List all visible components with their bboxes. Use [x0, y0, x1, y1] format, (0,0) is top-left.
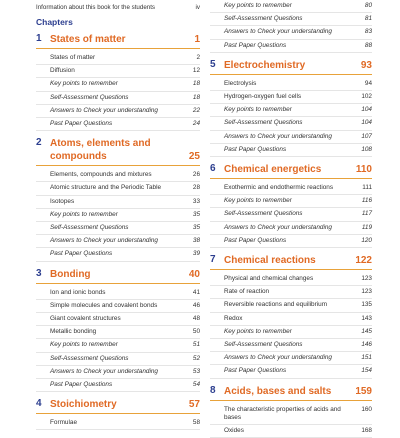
entry-page: 104 [361, 106, 372, 114]
entry-page: 33 [192, 197, 200, 205]
entry-title: Past Paper Questions [50, 250, 113, 258]
chapter-heading[interactable] [210, 163, 372, 179]
entry-title: The characteristic properties of acids and bases [224, 405, 341, 421]
entry-title: Diffusion [50, 67, 75, 75]
chapter-number: 3 [36, 267, 42, 279]
entry-page: 46 [192, 301, 200, 309]
entry-page: 35 [192, 210, 200, 218]
entry-page: 119 [361, 223, 372, 231]
chapter-section [210, 163, 372, 248]
toc-entry[interactable] [210, 313, 372, 326]
toc-entry[interactable] [210, 144, 372, 157]
entry-page: 104 [361, 119, 372, 127]
entry-page: 26 [192, 171, 200, 179]
entry-title: Metallic bonding [50, 328, 97, 336]
entry-page: 111 [362, 184, 372, 192]
chapter-heading[interactable] [36, 137, 200, 166]
entry-page: 18 [192, 93, 200, 101]
toc-entry[interactable] [36, 196, 200, 209]
entry-page: 39 [192, 250, 200, 258]
entry-title: Key points to remember [224, 327, 292, 335]
chapters-heading: Chapters [36, 17, 73, 27]
entry-title: Giant covalent structures [50, 315, 121, 323]
entry-page: 117 [361, 210, 372, 218]
entry-page: 102 [361, 93, 372, 101]
entry-page: 120 [361, 236, 372, 244]
toc-entry[interactable] [36, 65, 200, 78]
toc-entry[interactable] [36, 105, 200, 118]
entry-page: 151 [361, 354, 372, 362]
toc-entry[interactable] [210, 326, 372, 339]
toc-entry[interactable] [210, 339, 372, 352]
entry-title: Answers to Check your understanding [50, 106, 158, 114]
toc-entry[interactable] [36, 366, 200, 379]
chapter-title: Chemical energetics [224, 164, 322, 176]
chapter-title: Electrochemistry [224, 59, 306, 71]
entry-page: 116 [361, 197, 372, 205]
entry-title: Self-Assessment Questions [224, 15, 303, 23]
toc-entry[interactable] [36, 248, 200, 261]
toc-entry[interactable] [36, 300, 200, 313]
right-column [210, 0, 372, 438]
toc-entry[interactable] [210, 78, 372, 91]
entry-title: Self-Assessment Questions [50, 93, 129, 101]
entry-page: 38 [192, 237, 200, 245]
entry-title: Key points to remember [224, 2, 292, 9]
chapter-title: Stoichiometry [50, 399, 117, 411]
toc-entry[interactable] [210, 208, 372, 221]
chapter-page: 159 [355, 385, 372, 397]
entry-title: Past Paper Questions [50, 381, 113, 389]
entry-page: 146 [361, 341, 372, 349]
entry-title: States of matter [50, 54, 96, 61]
entry-page: 94 [364, 79, 372, 87]
left-column [36, 27, 200, 430]
entry-title: Oxides [224, 427, 244, 435]
chapter-number: 1 [36, 33, 42, 44]
intro-line[interactable] [36, 4, 200, 11]
chapter-section [210, 254, 372, 379]
toc-entry[interactable] [36, 92, 200, 105]
chapter-section [210, 59, 372, 157]
entry-title: Answers to Check your understanding [224, 223, 332, 231]
entry-title: Answers to Check your understanding [50, 367, 158, 375]
toc-entry[interactable] [210, 0, 372, 13]
entry-page: 54 [192, 381, 200, 389]
toc-entry[interactable] [210, 365, 372, 378]
entry-page: 48 [192, 315, 200, 323]
entry-page: 35 [192, 224, 200, 232]
toc-entry[interactable] [36, 287, 200, 300]
entry-page: 41 [192, 288, 200, 296]
toc-entry[interactable] [210, 425, 372, 438]
toc-entry[interactable] [210, 117, 372, 130]
toc-entry[interactable] [210, 182, 372, 195]
toc-entry[interactable] [210, 104, 372, 117]
toc-entry[interactable] [36, 353, 200, 366]
entry-page: 107 [361, 132, 372, 140]
chapter-page: 25 [188, 151, 200, 163]
entry-title: Self-Assessment Questions [224, 341, 303, 349]
entry-title: Self-Assessment Questions [50, 224, 129, 232]
chapter-heading[interactable] [210, 254, 372, 270]
chapter-page: 122 [355, 255, 372, 267]
entry-page: 18 [192, 80, 200, 88]
entry-title: Past Paper Questions [224, 236, 287, 244]
toc-entry[interactable] [36, 326, 200, 339]
entry-page: 22 [192, 106, 200, 114]
entry-title: Simple molecules and covalent bonds [50, 301, 158, 309]
toc-entry[interactable] [36, 182, 200, 195]
chapter-heading[interactable] [36, 33, 200, 49]
entry-page: 24 [192, 120, 200, 128]
entry-page: 88 [364, 41, 372, 49]
intro-page: iv [195, 4, 200, 11]
entry-title: Key points to remember [224, 106, 292, 114]
chapter-page: 110 [355, 164, 372, 176]
toc-entry[interactable] [210, 235, 372, 248]
entry-title: Self-Assessment Questions [224, 119, 303, 127]
entry-page: 2 [196, 54, 200, 61]
entry-page: 160 [361, 405, 372, 413]
chapter-title: Bonding [50, 268, 91, 280]
entry-page: 50 [192, 328, 200, 336]
toc-entry[interactable] [36, 417, 200, 430]
entry-title: Key points to remember [50, 80, 118, 88]
entry-title: Self-Assessment Questions [50, 354, 129, 362]
entry-title: Physical and chemical changes [224, 275, 314, 283]
entry-page: 135 [361, 301, 372, 309]
entry-page: 58 [192, 419, 200, 427]
toc-entry[interactable] [36, 313, 200, 326]
chapter-title: States of matter [50, 34, 126, 45]
entry-page: 12 [192, 67, 200, 75]
entry-title: Past Paper Questions [50, 120, 113, 128]
chapter-section [36, 398, 200, 430]
entry-title: Past Paper Questions [224, 41, 287, 49]
chapter-page: 93 [360, 59, 372, 71]
entry-title: Answers to Check your understanding [224, 132, 332, 140]
toc-entry[interactable] [210, 273, 372, 286]
toc-entry[interactable] [210, 222, 372, 235]
chapter-title: Chemical reactions [224, 255, 316, 267]
entry-title: Past Paper Questions [224, 145, 287, 153]
entry-title: Answers to Check your understanding [50, 237, 158, 245]
entry-page: 123 [361, 275, 372, 283]
chapter-heading[interactable] [36, 398, 200, 414]
toc-entry[interactable] [36, 78, 200, 91]
chapter-section [210, 385, 372, 438]
entry-page: 108 [361, 145, 372, 153]
toc-entry[interactable] [210, 195, 372, 208]
entry-title: Atomic structure and the Periodic Table [50, 184, 162, 192]
toc-entry[interactable] [36, 235, 200, 248]
toc-entry[interactable] [210, 26, 372, 39]
entry-page: 154 [361, 367, 372, 375]
toc-entry[interactable] [210, 40, 372, 53]
chapter-number: 8 [210, 384, 216, 396]
intro-text: Information about this book for the students [36, 4, 156, 11]
entry-title: Exothermic and endothermic reactions [224, 184, 334, 192]
entry-title: Self-Assessment Questions [224, 210, 303, 218]
toc-entry[interactable] [210, 404, 372, 425]
chapter-page: 57 [188, 399, 200, 411]
entry-page: 81 [364, 15, 372, 23]
entry-title: Rate of reaction [224, 288, 270, 296]
chapter-title: Atoms, elements and compounds [50, 138, 151, 163]
toc-entry[interactable] [210, 91, 372, 104]
entry-page: 51 [192, 341, 200, 349]
entry-title: Answers to Check your understanding [224, 28, 332, 36]
entry-title: Key points to remember [50, 341, 118, 349]
entry-page: 168 [361, 427, 372, 435]
entry-page: 28 [192, 184, 200, 192]
chapter-number: 4 [36, 398, 42, 410]
chapter-number: 2 [36, 137, 42, 149]
toc-entry[interactable] [210, 13, 372, 26]
entry-title: Elements, compounds and mixtures [50, 171, 152, 179]
chapter-section [36, 33, 200, 131]
chapter-section [36, 268, 200, 393]
chapter-page: 1 [194, 34, 200, 45]
entry-page: 80 [364, 2, 372, 9]
chapter-section [36, 137, 200, 261]
entry-title: Formulae [50, 419, 77, 427]
entry-title: Redox [224, 314, 243, 322]
chapter-number: 6 [210, 163, 216, 175]
entry-page: 53 [192, 367, 200, 375]
entry-title: Electrolysis [224, 79, 257, 87]
chapter-heading[interactable] [210, 385, 372, 401]
entry-title: Ion and ionic bonds [50, 288, 106, 296]
toc-entry[interactable] [210, 131, 372, 144]
chapter-number: 7 [210, 254, 216, 266]
chapter-title: Acids, bases and salts [224, 385, 332, 397]
entry-page: 52 [192, 354, 200, 362]
entry-title: Key points to remember [224, 197, 292, 205]
chapter-number: 5 [210, 58, 216, 70]
toc-entry[interactable] [210, 352, 372, 365]
entry-page: 145 [361, 327, 372, 335]
chapter-heading[interactable] [210, 59, 372, 75]
toc-entry[interactable] [210, 299, 372, 312]
entry-title: Answers to Check your understanding [224, 354, 332, 362]
entry-title: Hydrogen-oxygen fuel cells [224, 93, 302, 101]
entry-title: Key points to remember [50, 210, 118, 218]
entry-page: 83 [364, 28, 372, 36]
toc-entry[interactable] [36, 169, 200, 182]
toc-entry[interactable] [210, 286, 372, 299]
toc-entry[interactable] [36, 379, 200, 392]
entry-page: 143 [361, 314, 372, 322]
toc-entry[interactable] [36, 339, 200, 352]
entry-title: Past Paper Questions [224, 367, 287, 375]
toc-entry[interactable] [36, 52, 200, 65]
entry-title: Isotopes [50, 197, 75, 205]
toc-entry[interactable] [36, 118, 200, 131]
entry-page: 123 [361, 288, 372, 296]
chapter-heading[interactable] [36, 268, 200, 284]
chapter-page: 40 [188, 268, 200, 280]
entry-title: Reversible reactions and equilibrium [224, 301, 328, 309]
toc-entry[interactable] [36, 222, 200, 235]
toc-entry[interactable] [36, 209, 200, 222]
